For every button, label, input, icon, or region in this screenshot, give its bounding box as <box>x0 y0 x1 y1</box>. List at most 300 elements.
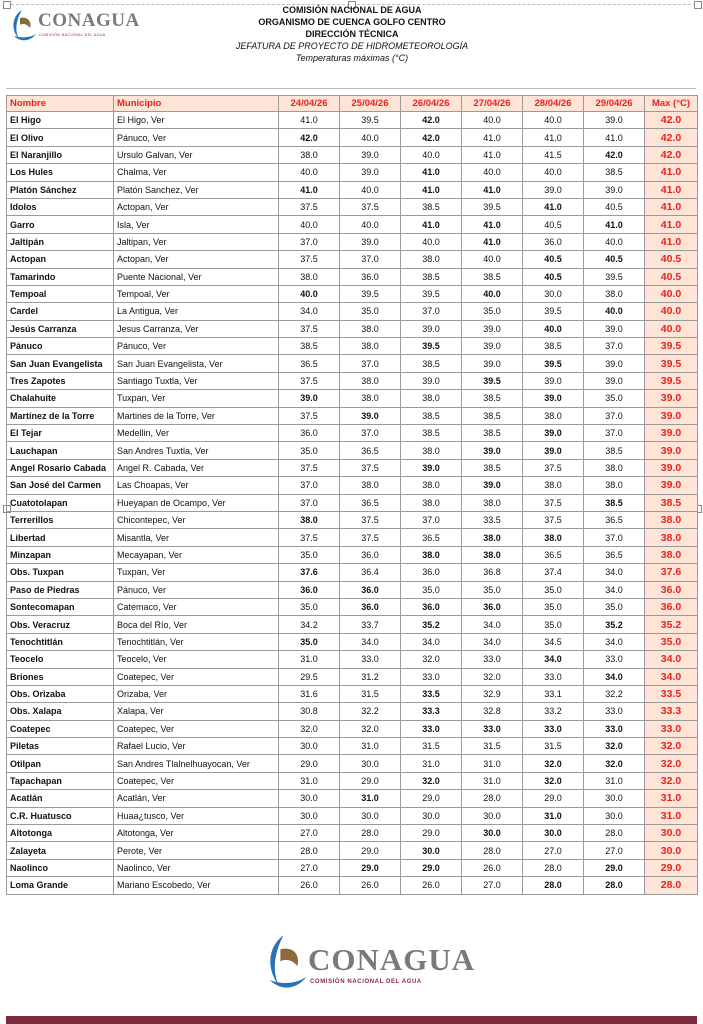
table-cell: Teocelo <box>7 651 114 668</box>
table-cell: 40.0 <box>523 112 584 129</box>
table-cell: 38.0 <box>401 390 462 407</box>
table-cell: 38.5 <box>462 390 523 407</box>
table-cell: 37.0 <box>584 338 645 355</box>
table-cell: 40.5 <box>523 216 584 233</box>
table-cell: San Juan Evangelista, Ver <box>114 355 279 372</box>
table-cell: 35.0 <box>523 616 584 633</box>
table-cell: 40.0 <box>645 320 698 337</box>
table-cell: 36.5 <box>401 529 462 546</box>
table-cell: 38.0 <box>340 372 401 389</box>
table-cell: 28.0 <box>340 825 401 842</box>
table-cell: 36.8 <box>462 564 523 581</box>
table-cell: 39.5 <box>523 355 584 372</box>
table-cell: Los Hules <box>7 164 114 181</box>
table-cell: 38.0 <box>279 146 340 163</box>
table-cell: 38.5 <box>401 198 462 215</box>
header-line-4: JEFATURA DE PROYECTO DE HIDROMETEOROLOGÍA <box>235 41 469 51</box>
table-cell: 28.0 <box>462 842 523 859</box>
table-cell: 36.5 <box>584 511 645 528</box>
table-cell: El Olivo <box>7 129 114 146</box>
table-cell: 35.0 <box>462 581 523 598</box>
table-cell: 33.0 <box>462 651 523 668</box>
table-cell: 39.0 <box>401 459 462 476</box>
table-cell: 38.0 <box>523 529 584 546</box>
column-header: 25/04/26 <box>340 96 401 112</box>
table-cell: 28.0 <box>462 790 523 807</box>
table-cell: 38.0 <box>340 320 401 337</box>
table-cell: Paso de Piedras <box>7 581 114 598</box>
table-cell: 39.0 <box>462 338 523 355</box>
table-cell: 31.0 <box>340 738 401 755</box>
table-cell: 30.0 <box>584 807 645 824</box>
table-cell: 38.5 <box>584 494 645 511</box>
table-cell: 32.0 <box>401 772 462 789</box>
table-cell: 42.0 <box>279 129 340 146</box>
table-cell: Obs. Veracruz <box>7 616 114 633</box>
table-cell: 33.0 <box>584 703 645 720</box>
table-cell: 35.2 <box>645 616 698 633</box>
table-cell: 32.9 <box>462 685 523 702</box>
table-cell: 35.2 <box>401 616 462 633</box>
table-cell: Tempoal <box>7 285 114 302</box>
table-cell: 37.6 <box>279 564 340 581</box>
table-cell: 41.0 <box>462 146 523 163</box>
table-row <box>7 633 698 650</box>
table-cell: Naolinco <box>7 859 114 876</box>
table-cell: 41.0 <box>523 198 584 215</box>
table-cell: 33.0 <box>523 668 584 685</box>
table-cell: Coatepec, Ver <box>114 772 279 789</box>
table-cell: 37.5 <box>523 459 584 476</box>
table-cell: 39.0 <box>340 407 401 424</box>
table-cell: 34.0 <box>584 633 645 650</box>
table-cell: Acatlán <box>7 790 114 807</box>
table-cell: 38.0 <box>279 511 340 528</box>
table-cell: 41.0 <box>645 233 698 250</box>
table-cell: Puente Nacional, Ver <box>114 268 279 285</box>
table-cell: 30.0 <box>523 285 584 302</box>
table-cell: 40.0 <box>462 112 523 129</box>
column-header: Nombre <box>7 96 114 112</box>
table-cell: 40.0 <box>645 303 698 320</box>
table-cell: Coatepec, Ver <box>114 668 279 685</box>
table-row <box>7 285 698 302</box>
table-cell: 37.0 <box>340 355 401 372</box>
table-row <box>7 442 698 459</box>
table-cell: Obs. Xalapa <box>7 703 114 720</box>
table-cell: 34.5 <box>523 633 584 650</box>
header-line-3: DIRECCIÓN TÉCNICA <box>305 29 399 39</box>
table-cell: 36.0 <box>645 581 698 598</box>
table-cell: 41.0 <box>462 216 523 233</box>
table-row <box>7 390 698 407</box>
table-cell: 36.4 <box>340 564 401 581</box>
table-cell: 29.0 <box>523 790 584 807</box>
table-cell: 31.0 <box>584 772 645 789</box>
table-cell: 40.0 <box>462 164 523 181</box>
corner-handle-top-right[interactable] <box>694 1 702 9</box>
table-cell: 34.0 <box>462 633 523 650</box>
table-cell: 27.0 <box>523 842 584 859</box>
table-cell: 26.0 <box>340 877 401 894</box>
table-cell: Xalapa, Ver <box>114 703 279 720</box>
table-cell: 41.0 <box>401 216 462 233</box>
table-cell: Perote, Ver <box>114 842 279 859</box>
table-cell: Martines de la Torre, Ver <box>114 407 279 424</box>
table-cell: 33.2 <box>523 703 584 720</box>
table-cell: 31.6 <box>279 685 340 702</box>
table-cell: 37.5 <box>340 511 401 528</box>
table-cell: 30.0 <box>401 807 462 824</box>
table-cell: Chalahuite <box>7 390 114 407</box>
table-cell: 41.0 <box>462 129 523 146</box>
table-cell: 30.0 <box>523 825 584 842</box>
table-cell: 38.5 <box>645 494 698 511</box>
table-row <box>7 233 698 250</box>
table-cell: 38.5 <box>401 268 462 285</box>
column-header: 28/04/26 <box>523 96 584 112</box>
table-cell: 37.0 <box>584 425 645 442</box>
table-cell: 31.0 <box>645 807 698 824</box>
table-cell: 34.0 <box>462 616 523 633</box>
table-cell: 33.0 <box>645 720 698 737</box>
table-row <box>7 859 698 876</box>
table-cell: 36.5 <box>340 494 401 511</box>
table-cell: 39.5 <box>523 303 584 320</box>
table-cell: Medellin, Ver <box>114 425 279 442</box>
table-cell: 39.0 <box>645 407 698 424</box>
table-cell: 37.5 <box>279 320 340 337</box>
table-cell: 32.8 <box>462 703 523 720</box>
table-cell: 30.0 <box>584 790 645 807</box>
temperature-table <box>6 95 698 895</box>
table-row <box>7 338 698 355</box>
table-cell: 39.5 <box>462 372 523 389</box>
table-cell: 29.0 <box>340 859 401 876</box>
table-row <box>7 825 698 842</box>
table-cell: Las Choapas, Ver <box>114 477 279 494</box>
table-cell: 37.4 <box>523 564 584 581</box>
table-cell: Piletas <box>7 738 114 755</box>
conagua-emblem-icon <box>8 8 38 44</box>
table-cell: 39.0 <box>645 425 698 442</box>
table-cell: Coatepec, Ver <box>114 720 279 737</box>
table-cell: 31.0 <box>340 790 401 807</box>
table-cell: 32.0 <box>523 755 584 772</box>
table-cell: 32.0 <box>340 720 401 737</box>
table-cell: 35.0 <box>523 581 584 598</box>
table-cell: Cuatotolapan <box>7 494 114 511</box>
table-cell: Tuxpan, Ver <box>114 390 279 407</box>
logo-name: CONAGUA <box>38 10 140 31</box>
table-cell: 29.0 <box>340 842 401 859</box>
table-cell: 34.0 <box>645 651 698 668</box>
header-divider <box>6 88 696 89</box>
table-cell: 42.0 <box>401 129 462 146</box>
table-row <box>7 546 698 563</box>
table-cell: 35.0 <box>279 442 340 459</box>
table-cell: 34.2 <box>279 616 340 633</box>
column-header: 29/04/26 <box>584 96 645 112</box>
table-cell: 37.5 <box>523 494 584 511</box>
table-cell: 31.0 <box>523 807 584 824</box>
table-cell: 39.0 <box>401 320 462 337</box>
table-header-row <box>7 96 698 112</box>
table-cell: San Juan Evangelista <box>7 355 114 372</box>
table-cell: Isla, Ver <box>114 216 279 233</box>
table-cell: Garro <box>7 216 114 233</box>
table-cell: 28.0 <box>523 877 584 894</box>
table-cell: 38.5 <box>401 355 462 372</box>
table-row <box>7 738 698 755</box>
table-cell: 28.0 <box>523 859 584 876</box>
table-cell: 40.0 <box>584 303 645 320</box>
table-cell: 39.0 <box>462 355 523 372</box>
table-cell: 39.0 <box>523 372 584 389</box>
table-cell: 29.0 <box>279 755 340 772</box>
table-cell: 34.0 <box>279 303 340 320</box>
table-cell: 35.2 <box>584 616 645 633</box>
table-cell: 39.5 <box>645 338 698 355</box>
table-body <box>7 112 698 895</box>
table-row <box>7 494 698 511</box>
table-cell: Minzapan <box>7 546 114 563</box>
column-header: 26/04/26 <box>401 96 462 112</box>
table-cell: 33.7 <box>340 616 401 633</box>
table-row <box>7 181 698 198</box>
table-cell: 40.0 <box>401 146 462 163</box>
table-cell: 34.0 <box>584 668 645 685</box>
table-cell: Chicontepec, Ver <box>114 511 279 528</box>
table-cell: 41.0 <box>584 216 645 233</box>
table-row <box>7 564 698 581</box>
table-cell: 33.0 <box>340 651 401 668</box>
table-cell: 39.0 <box>584 320 645 337</box>
header-line-5: Temperaturas máximas (°C) <box>295 53 409 63</box>
table-row <box>7 720 698 737</box>
table-cell: 40.0 <box>401 233 462 250</box>
table-cell: 39.5 <box>645 372 698 389</box>
table-cell: Altotonga, Ver <box>114 825 279 842</box>
table-cell: 38.0 <box>462 546 523 563</box>
table-cell: 26.0 <box>462 859 523 876</box>
table-cell: Misantla, Ver <box>114 529 279 546</box>
table-cell: Naolinco, Ver <box>114 859 279 876</box>
table-cell: 38.0 <box>401 442 462 459</box>
table-cell: 39.0 <box>523 390 584 407</box>
table-cell: Obs. Orizaba <box>7 685 114 702</box>
table-cell: 30.0 <box>340 807 401 824</box>
table-cell: 38.0 <box>645 529 698 546</box>
table-cell: 29.5 <box>279 668 340 685</box>
table-cell: 39.0 <box>645 459 698 476</box>
table-cell: Catemaco, Ver <box>114 598 279 615</box>
table-cell: 27.0 <box>279 825 340 842</box>
table-cell: 31.0 <box>279 651 340 668</box>
conagua-logo-bottom <box>262 930 476 1000</box>
table-cell: Rafael Lucio, Ver <box>114 738 279 755</box>
table-cell: 30.0 <box>462 825 523 842</box>
table-cell: Acatlán, Ver <box>114 790 279 807</box>
table-cell: 35.0 <box>340 303 401 320</box>
table-cell: 28.0 <box>645 877 698 894</box>
table-cell: 33.1 <box>523 685 584 702</box>
footer-bar <box>6 1016 697 1024</box>
table-cell: 41.0 <box>401 164 462 181</box>
table-row <box>7 268 698 285</box>
table-cell: 38.5 <box>401 425 462 442</box>
table-cell: 38.0 <box>401 477 462 494</box>
table-cell: 30.0 <box>279 790 340 807</box>
table-row <box>7 146 698 163</box>
table-cell: 35.0 <box>279 598 340 615</box>
table-row <box>7 598 698 615</box>
table-cell: 40.0 <box>340 129 401 146</box>
table-cell: 38.0 <box>523 407 584 424</box>
table-cell: 38.0 <box>645 511 698 528</box>
table-cell: 41.0 <box>584 129 645 146</box>
table-cell: 32.0 <box>401 651 462 668</box>
table-cell: 32.0 <box>279 720 340 737</box>
table-cell: Hueyapan de Ocampo, Ver <box>114 494 279 511</box>
table-row <box>7 772 698 789</box>
table-row <box>7 407 698 424</box>
table-cell: 36.0 <box>340 581 401 598</box>
table-cell: 32.0 <box>584 738 645 755</box>
table-cell: 41.0 <box>645 216 698 233</box>
table-cell: 38.5 <box>584 442 645 459</box>
table-cell: 41.0 <box>462 181 523 198</box>
table-cell: 42.0 <box>645 146 698 163</box>
table-cell: 40.0 <box>340 181 401 198</box>
table-cell: 36.5 <box>279 355 340 372</box>
table-cell: 38.0 <box>645 546 698 563</box>
table-row <box>7 529 698 546</box>
table-cell: 38.5 <box>462 425 523 442</box>
table-row <box>7 425 698 442</box>
table-cell: 39.0 <box>462 320 523 337</box>
table-cell: 40.0 <box>279 164 340 181</box>
table-cell: 38.0 <box>279 268 340 285</box>
table-cell: 38.0 <box>401 251 462 268</box>
table-cell: 31.0 <box>462 772 523 789</box>
table-cell: 28.0 <box>584 877 645 894</box>
table-cell: 35.0 <box>584 598 645 615</box>
table-cell: Angel R. Cabada, Ver <box>114 459 279 476</box>
table-cell: 39.0 <box>340 146 401 163</box>
table-cell: San Andres Tuxtla, Ver <box>114 442 279 459</box>
table-cell: El Naranjillo <box>7 146 114 163</box>
table-cell: 37.5 <box>279 372 340 389</box>
table-cell: 33.0 <box>584 651 645 668</box>
table-cell: 34.0 <box>340 633 401 650</box>
table-cell: 39.5 <box>645 355 698 372</box>
table-cell: 35.0 <box>279 546 340 563</box>
table-cell: 39.0 <box>279 390 340 407</box>
table-cell: 32.0 <box>523 772 584 789</box>
table-cell: 31.5 <box>523 738 584 755</box>
table-cell: 41.0 <box>279 181 340 198</box>
table-row <box>7 372 698 389</box>
table-cell: 37.0 <box>401 511 462 528</box>
table-cell: 36.0 <box>279 425 340 442</box>
table-cell: 39.0 <box>462 442 523 459</box>
header-line-2: ORGANISMO DE CUENCA GOLFO CENTRO <box>258 17 446 27</box>
table-cell: Tempoal, Ver <box>114 285 279 302</box>
table-row <box>7 581 698 598</box>
table-cell: 39.0 <box>523 181 584 198</box>
table-cell: 37.5 <box>279 251 340 268</box>
table-row <box>7 755 698 772</box>
table-cell: 33.5 <box>401 685 462 702</box>
table-cell: 35.0 <box>523 598 584 615</box>
document-header <box>150 4 554 64</box>
table-cell: Tamarindo <box>7 268 114 285</box>
table-cell: 42.0 <box>401 112 462 129</box>
table-cell: Tapachapan <box>7 772 114 789</box>
table-cell: 38.5 <box>462 407 523 424</box>
table-cell: Loma Grande <box>7 877 114 894</box>
table-row <box>7 703 698 720</box>
table-cell: 41.0 <box>523 129 584 146</box>
table-cell: 39.0 <box>584 181 645 198</box>
table-cell: 31.0 <box>401 755 462 772</box>
table-cell: 29.0 <box>401 825 462 842</box>
table-cell: 33.5 <box>462 511 523 528</box>
table-cell: 37.5 <box>523 511 584 528</box>
table-cell: 39.0 <box>340 233 401 250</box>
table-row <box>7 668 698 685</box>
table-row <box>7 112 698 129</box>
table-cell: 30.0 <box>340 755 401 772</box>
table-cell: 40.5 <box>584 251 645 268</box>
table-cell: 35.0 <box>462 303 523 320</box>
table-cell: 37.0 <box>584 407 645 424</box>
table-cell: Tenochtitlán <box>7 633 114 650</box>
column-header: Municipio <box>114 96 279 112</box>
table-cell: 30.0 <box>279 807 340 824</box>
table-cell: Obs. Tuxpan <box>7 564 114 581</box>
table-cell: 38.0 <box>401 546 462 563</box>
table-cell: 40.0 <box>523 320 584 337</box>
table-cell: 37.0 <box>401 303 462 320</box>
table-cell: 29.0 <box>401 790 462 807</box>
table-cell: 30.8 <box>279 703 340 720</box>
table-cell: 42.0 <box>645 112 698 129</box>
table-cell: 28.0 <box>279 842 340 859</box>
table-cell: 35.0 <box>279 633 340 650</box>
table-cell: 40.0 <box>279 285 340 302</box>
table-cell: 39.0 <box>523 442 584 459</box>
table-cell: La Antigua, Ver <box>114 303 279 320</box>
table-cell: 33.0 <box>584 720 645 737</box>
table-cell: 30.0 <box>645 842 698 859</box>
table-cell: 41.0 <box>279 112 340 129</box>
table-cell: 37.5 <box>340 459 401 476</box>
table-cell: Pánuco, Ver <box>114 338 279 355</box>
table-row <box>7 459 698 476</box>
table-cell: 30.0 <box>401 842 462 859</box>
table-cell: Actopan, Ver <box>114 251 279 268</box>
table-cell: 39.5 <box>340 285 401 302</box>
table-cell: 38.0 <box>462 529 523 546</box>
table-row <box>7 129 698 146</box>
table-cell: 34.0 <box>584 581 645 598</box>
table-cell: 36.5 <box>584 546 645 563</box>
table-cell: 38.0 <box>584 285 645 302</box>
table-cell: Coatepec <box>7 720 114 737</box>
table-cell: 31.5 <box>340 685 401 702</box>
